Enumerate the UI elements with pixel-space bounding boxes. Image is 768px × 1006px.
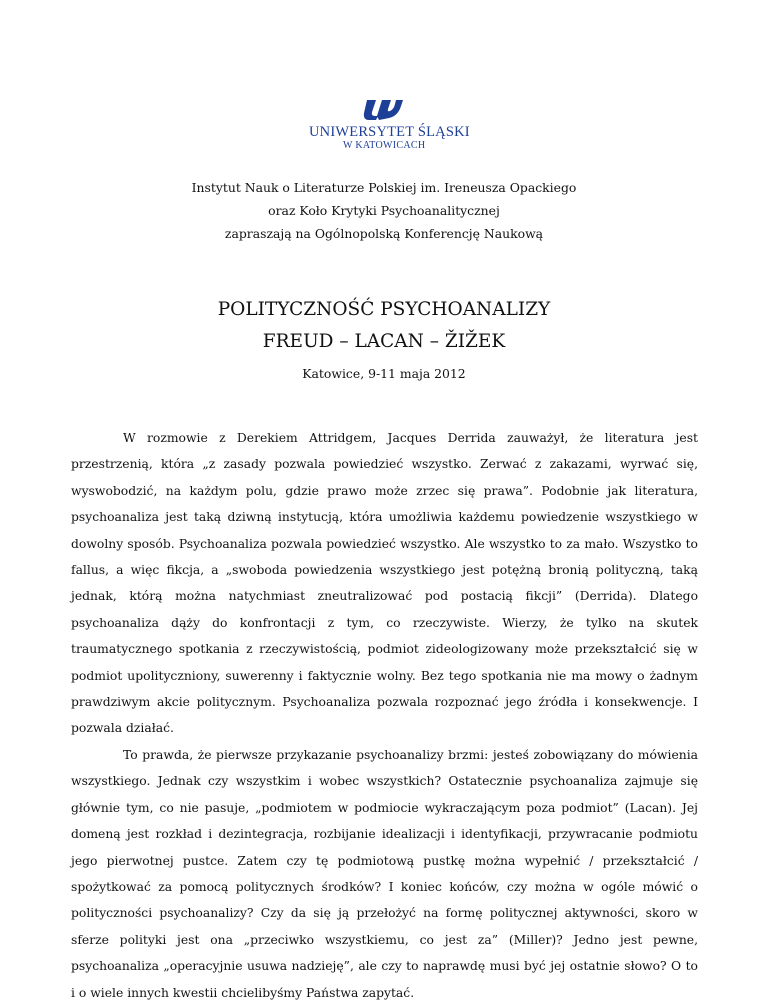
title-sub: FREUD – LACAN – ŽIŽEK: [262, 331, 506, 352]
logo-city-name: W KATOWICACH: [343, 140, 426, 151]
logo-university-name: UNIWERSYTET ŚLĄSKI: [309, 124, 470, 140]
paragraph: W rozmowie z Derekiem Attridgem, Jacques Derrida zauważył, że literatura jest przestrzenią, która „z zasady pozwala powiedzieć wszystko. Zerwać z zakazami, wyrwać się, wyswobodzić, na każdym polu, gdzie prawo może zrzec się prawa”. Podobnie jak literatura, psychoanaliza jest taką dziwną instytucją, która umożliwia każdemu powiedzenie wszystkiego w dowolny sposób. Psychoanaliza pozwala powiedzieć wszystko. Ale wszystko to za mało. Wszystko to fallus, a więc fikcja, a „swoboda powiedzenia wszystkiego jest potężną bronią polityczną, taką jednak, którą można natychmiast zneutralizować pod postacią fikcji” (Derrida). Dlatego psychoanaliza dąży do konfrontacji z tym, co rzeczywiste. Wierzy, że tylko na skutek traumatycznego spotkania z rzeczywistością, podmiot zideologizowany może przekształcić się w podmiot upolityczniony, suwerenny i faktycznie wolny. Bez tego spotkania nie ma mowy o żadnym prawdziwym akcie politycznym. Psychoanaliza pozwala rozpoznać jego źródła i konsekwencje. I pozwala działać.: [71, 431, 698, 736]
conference-date: Katowice, 9-11 maja 2012: [302, 366, 466, 381]
conference-description: [71, 425, 698, 1006]
university-emblem-icon: [361, 98, 405, 122]
title-main: POLITYCZNOŚĆ PSYCHOANALIZY: [217, 299, 551, 320]
university-logo: [297, 84, 469, 166]
institute-line: Instytut Nauk o Literaturze Polskiej im. Ireneusza Opackiego: [191, 180, 577, 195]
co-organizer-line: oraz Koło Krytyki Psychoanalitycznej: [268, 203, 500, 218]
invitation-line: zapraszają na Ogólnopolską Konferencję Naukową: [224, 226, 544, 241]
conference-title: [0, 294, 768, 358]
paragraph: To prawda, że pierwsze przykazanie psychoanalizy brzmi: jesteś zobowiązany do mówienia wszystkiego. Jednak czy wszystkim i wobec wszystkich? Ostatecznie psychoanaliza zajmuje się głównie tym, co nie pasuje, „podmiotem w podmiocie wykraczającym poza podmiot” (Lacan). Jej domeną jest rozkład i dezintegracja, rozbijanie idealizacji i identyfikacji, przywracanie podmiotu jego pierwotnej pustce. Zatem czy tę podmiotową pustkę można wypełnić / przekształcić / spożytkować za pomocą politycznych środków? I koniec końców, czy można w ogóle mówić o polityczności psychoanalizy? Czy da się ją przełożyć na formę politycznej aktywności, skoro w sferze polityki jest ona „przeciwko wszystkiemu, co jest za” (Miller)? Jedno jest pewne, psychoanaliza „operacyjnie usuwa nadzieję”, ale czy to naprawdę musi być jej ostatnie słowo? O to i o wiele innych kwestii chcielibyśmy Państwa zapytać.: [71, 747, 698, 1000]
invitation-header: [0, 176, 768, 245]
